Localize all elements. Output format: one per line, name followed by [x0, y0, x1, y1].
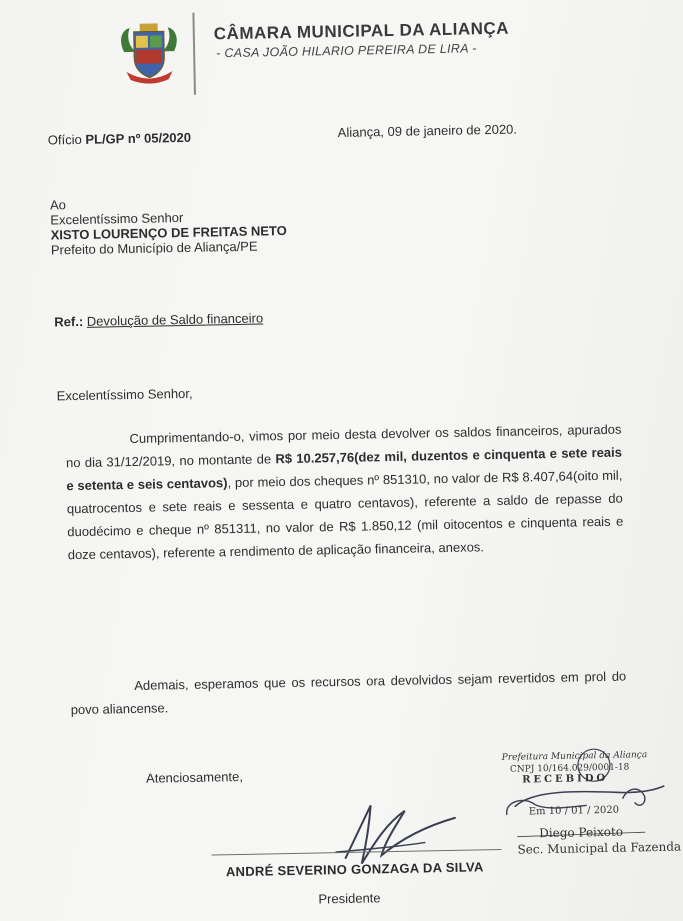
office-code: PL/GP nº 05/2020	[85, 129, 192, 147]
addressee-name: XISTO LOURENÇO DE FREITAS NETO	[50, 222, 287, 243]
p1-amount-bold: R$ 10.257,76(dez mil, duzentos e cinquenta e sete reais e setenta e seis centavos)	[66, 444, 623, 494]
reference-line	[54, 309, 263, 331]
received-stamp	[494, 745, 683, 869]
office-prefix: Ofício	[47, 131, 86, 148]
office-number	[48, 129, 192, 150]
addressee-line1: Ao	[49, 197, 67, 213]
institution-subtitle: - CASA JOÃO HILARIO PEREIRA DE LIRA -	[216, 41, 477, 61]
stamp-line2: CNPJ 10/164.029/0001-18	[509, 762, 630, 775]
stamp-date: Em 10 / 01 / 2020	[528, 804, 620, 818]
stamp-role: Sec. Municipal da Fazenda	[517, 839, 682, 857]
closing: Atenciosamente,	[145, 768, 244, 786]
body-paragraph-2	[70, 665, 627, 722]
addressee-role: Prefeito do Município de Aliança/PE	[50, 238, 258, 258]
institution-name: CÂMARA MUNICIPAL DA ALIANÇA	[213, 18, 510, 44]
signer-role: Presidente	[318, 890, 381, 907]
reference-text: Devolução de Saldo financeiro	[86, 310, 264, 329]
body-paragraph-1	[65, 418, 624, 567]
addressee-line2: Excelentíssimo Senhor	[50, 209, 184, 228]
stamp-line1: Prefeitura Municipal da Aliança	[501, 750, 648, 763]
salutation: Excelentíssimo Senhor,	[56, 385, 193, 404]
municipal-crest-icon	[116, 21, 183, 84]
p1-text-a: Cumprimentando-o, vimos por meio desta devolver os saldos financeiros, apurados no dia 31/12/2019, no montante de	[65, 421, 622, 471]
p2-text: Ademais, esperamos que os recursos ora devolvidos sejam revertidos em prol do povo aliancense.	[70, 668, 627, 718]
addressee-block	[50, 193, 287, 258]
stamp-name: Diego Peixoto	[539, 824, 624, 841]
p1-text-b: , por meio dos cheques nº 851310, no valor de R$ 8.407,64(oito mil, quatrocentos e sete reais e sessenta e quatro centavos), referente a saldo de repasse do duodécimo e cheque nº 851311, no valor de R$ 1.850,12 (mil oitocentos e cinquenta reais e doze centavos), referente a rendimento de aplicação financeira, anexos.	[66, 467, 624, 563]
header-divider	[192, 13, 196, 95]
stamp-received: RECEBIDO	[522, 772, 609, 786]
date-line: Aliança, 09 de janeiro de 2020.	[337, 121, 518, 140]
reference-label: Ref.:	[54, 313, 84, 330]
signer-name: ANDRÉ SEVERINO GONZAGA DA SILVA	[225, 859, 484, 880]
